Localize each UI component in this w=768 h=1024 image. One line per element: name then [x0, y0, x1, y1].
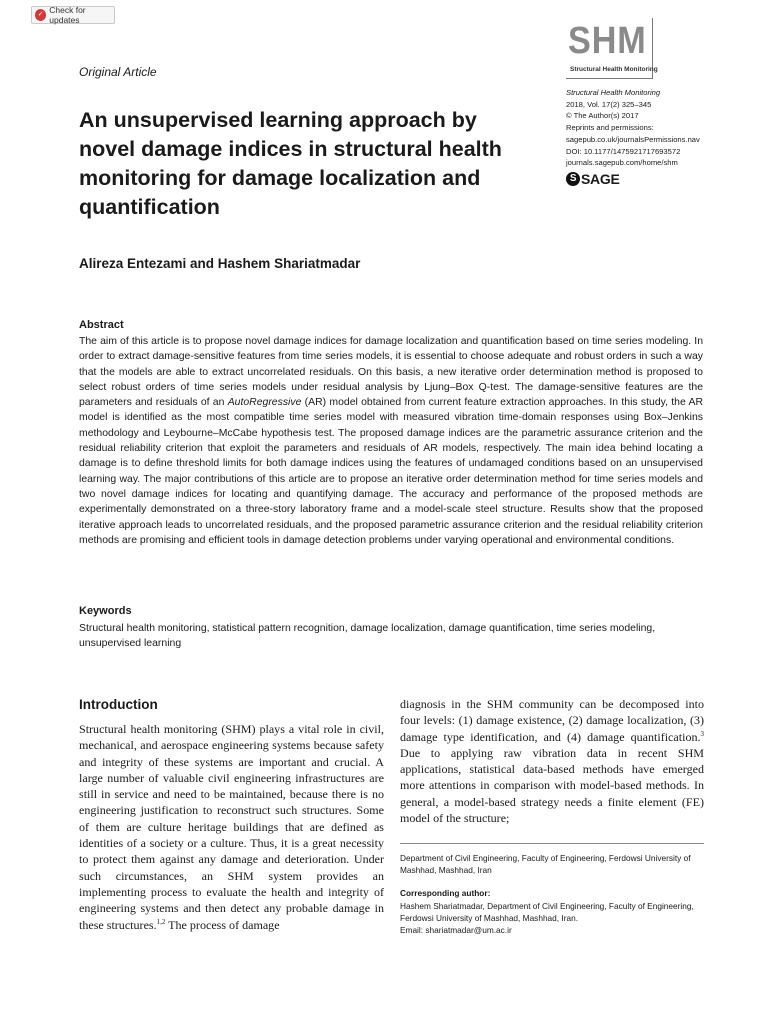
- citation-ref[interactable]: 3: [700, 729, 704, 738]
- intro-column-left: [79, 721, 384, 933]
- journal-logo: [566, 18, 658, 79]
- paper-title: An unsupervised learning approach by novel damage indices in structural health monitoring for damage localization and quantification: [79, 108, 502, 219]
- authors: Alireza Entezami and Hashem Shariatmadar: [79, 256, 361, 271]
- corresponding-author-address: Hashem Shariatmadar, Department of Civil Engineering, Faculty of Engineering, Ferdowsi University of Mashhad, Mashhad, Iran.: [400, 901, 694, 923]
- corresponding-author-heading: Corresponding author:: [400, 888, 491, 898]
- publisher-name: SAGE: [581, 171, 620, 187]
- abstract-italic-term: AutoRegressive: [227, 397, 302, 409]
- abstract-body: [79, 334, 703, 548]
- section-heading-introduction: Introduction: [79, 697, 158, 712]
- journal-homepage-link[interactable]: journals.sagepub.com/home/shm: [566, 158, 678, 168]
- author-affiliation: Department of Civil Engineering, Faculty of Engineering, Ferdowsi University of Mashhad, Mashhad, Iran: [400, 853, 691, 875]
- journal-logo-subtitle: Structural Health Monitoring: [570, 66, 658, 73]
- footnote-divider: [400, 843, 704, 844]
- intro-left-text-1: Structural health monitoring (SHM) plays a vital role in civil, mechanical, and aerospace engineering systems because safety and integrity of these systems are important and crucial. A large number of valuable civil engineering infrastructures are still in service and need to be maintained, because there is no engineering justification to reconstruct such structures. Some of them are culture heritage buildings that are defined as identities of a society or a culture. Thus, it is a great necessity to protect them against any damage and deterioration. Under such circumstances, an SHM system provides an implementing process to evaluate the health and integrity of engineering systems and then detect any probable damage in these structures.: [79, 722, 384, 932]
- journal-logo-mark: SHM: [568, 20, 647, 62]
- intro-right-text-1: diagnosis in the SHM community can be decomposed into four levels: (1) damage existence, (2) damage localization, (3) damage type identification, and (4) damage quantification.: [400, 697, 704, 744]
- publisher-logo: [566, 171, 619, 187]
- journal-volume: 2018, Vol. 17(2) 325–345: [566, 99, 652, 109]
- intro-column-right: [400, 696, 704, 826]
- journal-info: [566, 87, 746, 169]
- journal-name: Structural Health Monitoring: [566, 88, 661, 97]
- check-for-updates-badge[interactable]: [31, 6, 115, 24]
- corresponding-author-details: [400, 900, 704, 936]
- abstract-text-1: The aim of this article is to propose novel damage indices for damage localization and quantification based on time series modeling. In order to extract damage-sensitive features from time series models, it is essential to choose adequate and robust orders in such a way that the models are able to extract uncorrelated residuals. On this basis, a new iterative order determination method is proposed to select robust orders of time series models under residual analysis by Ljung–Box Q-test. The damage-sensitive features are the parameters and residuals of an: [79, 336, 703, 409]
- article-type: Original Article: [79, 65, 157, 79]
- keywords-heading: Keywords: [79, 605, 132, 617]
- sage-s-icon: S: [566, 172, 580, 186]
- permissions-link[interactable]: sagepub.co.uk/journalsPermissions.nav: [566, 134, 700, 144]
- corresponding-author-email[interactable]: Email: shariatmadar@um.ac.ir: [400, 925, 512, 935]
- doi-link[interactable]: DOI: 10.1177/1475921717693572: [566, 146, 681, 156]
- check-updates-icon: ✓: [35, 9, 46, 21]
- abstract-heading: Abstract: [79, 319, 124, 331]
- copyright: © The Author(s) 2017: [566, 111, 639, 121]
- intro-left-text-2: The process of damage: [165, 917, 280, 932]
- check-for-updates-label: Check for updates: [49, 5, 86, 25]
- abstract-text-2: (AR) model obtained from current feature extraction approaches. In this study, the AR model is identified as the most compatible time series model with measured vibration time-domain responses using Box–Jenkins methodology and Leybourne–McCabe hypothesis test. The proposed damage indices are the parametric assurance criterion and the residual reliability criterion that exploit the parameters and residuals of AR models, respectively. The main idea behind locating a damage is to define threshold limits for both damage indices using the features of undamaged conditions based on an unsupervised learning way. The major contributions of this article are to propose an iterative order determination method for time series models and two novel damage indices for locating and quantifying damage. The accuracy and performance of the proposed methods are experimentally demonstrated on a three-story laboratory frame and a model-scale steel structure. Results show that the proposed iterative approach leads to uncorrelated residuals, and the proposed parametric assurance criterion and the residual reliability criterion methods are promising and efficient tools in damage detection problems under varying operational and environmental conditions.: [79, 397, 703, 546]
- citation-ref[interactable]: 1,2: [156, 917, 166, 926]
- intro-right-text-2: Due to applying raw vibration data in recent SHM applications, statistical data-based methods have emerged more attentions in comparison with model-based methods. In general, a model-based strategy needs a finite element (FE) model of the structure;: [400, 745, 704, 826]
- keywords-list: Structural health monitoring, statistical pattern recognition, damage localization, damage quantification, time series modeling, unsupervised learning: [79, 623, 656, 650]
- reprints-label: Reprints and permissions:: [566, 123, 654, 133]
